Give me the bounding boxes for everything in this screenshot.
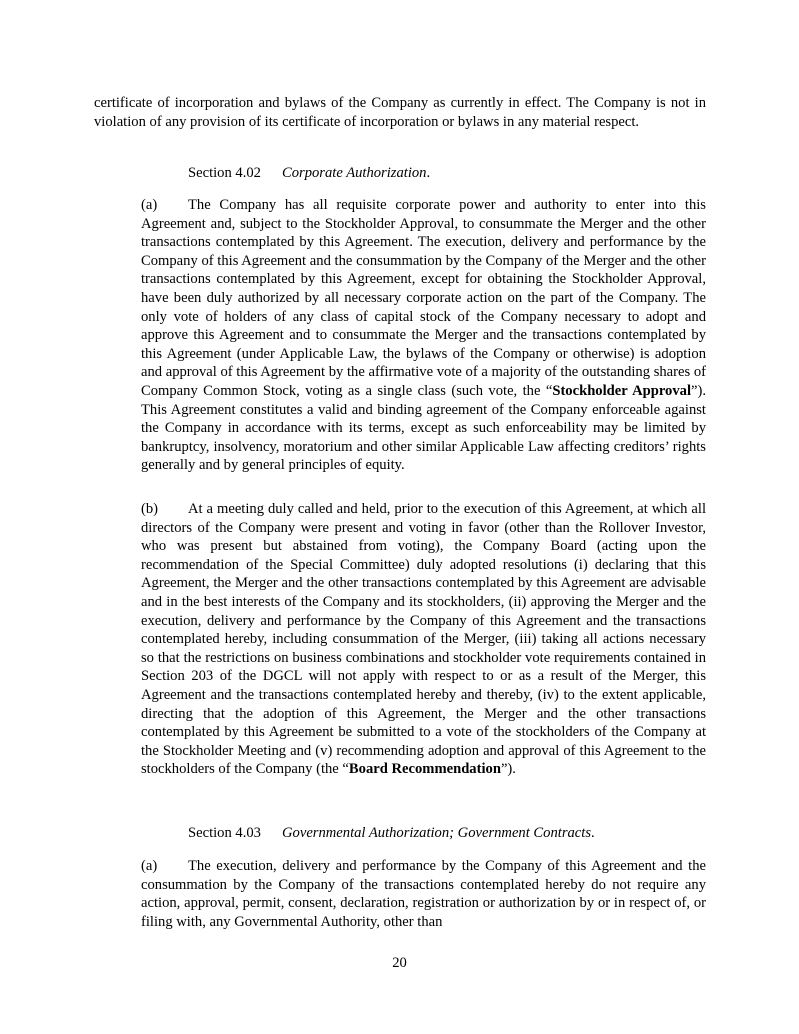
section-4-02-paragraph-b (141, 500, 706, 779)
section-heading-4-02: Section 4.02 Corporate Authorization. (188, 165, 431, 181)
paragraph-text: ”). (500, 761, 516, 778)
paragraph-label: (a) (141, 858, 158, 874)
intro-paragraph (94, 94, 706, 131)
defined-term: Stockholder Approval (552, 382, 692, 399)
paragraph-label: (b) (141, 501, 159, 517)
section-heading-4-03: Section 4.03 Governmental Authorization; Government Contracts. (188, 825, 595, 841)
section-number: Section 4.03 (188, 825, 261, 841)
paragraph-text: The Company has all requisite corporate power and authority to enter into this Agreement and, subject to the Stockholder Approval, to consummate the Merger and the other transactions contemplated by this Agreement. The execution, delivery and performance by the Company of this Agreement and the consummation by the Company of the Merger and the other transactions contemplated by this Agreement, except for obtaining the Stockholder Approval, have been duly authorized by all necessary corporate action on the part of the Company. The only vote of holders of any class of capital stock of the Company necessary to adopt and approve this Agreement and to consummate the Merger and the transactions contemplated by this Agreement (under Applicable Law, the bylaws of the Company or otherwise) is adoption and approval of this Agreement by the affirmative vote of a majority of the outstanding shares of Company Common Stock, voting as a single class (such vote, the “ (141, 197, 706, 399)
paragraph-text: At a meeting duly called and held, prior to the execution of this Agreement, at which all directors of the Company were present and voting in favor (other than the Rollover Investor, who was present but abstained from voting), the Company Board (acting upon the recommendation of the Special Committee) duly adopted resolutions (i) declaring that this Agreement, the Merger and the other transactions contemplated by this Agreement are advisable and in the best interests of the Company and its stockholders, (ii) approving the Merger and the execution, delivery and performance by the Company of this Agreement and the transactions contemplated hereby, including consummation of the Merger, (iii) taking all actions necessary so that the restrictions on business combinations and stockholder vote requirements contained in Section 203 of the DGCL will not apply with respect to or as a result of the Merger, this Agreement and the transactions contemplated hereby and thereby, (iv) to the extent applicable, directing that the adoption of this Agreement, the Merger and the other transactions contemplated by this Agreement be submitted to a vote of the stockholders of the Company at the Stockholder Meeting and (v) recommending adoption and approval of this Agreement to the stockholders of the Company (the “ (141, 501, 706, 778)
paragraph-text: ”). This Agreement constitutes a valid and binding agreement of the Company enforceable against the Company in accordance with its terms, except as such enforceability may be limited by bankruptcy, insolvency, moratorium and other similar Applicable Law affecting creditors’ rights generally and by general principles of equity. (141, 382, 707, 474)
section-title: Corporate Authorization (282, 165, 427, 181)
defined-term: Board Recommendation (348, 761, 501, 778)
page-number: 20 (392, 955, 407, 971)
intro-text: certificate of incorporation and bylaws of the Company as currently in effect. The Company is not in violation of any provision of its certificate of incorporation or bylaws in any material respect. (94, 95, 706, 130)
paragraph-text: The execution, delivery and performance by the Company of this Agreement and the consummation by the Company of the transactions contemplated hereby do not require any action, approval, permit, consent, declaration, registration or authorization by or in respect of, or filing with, any Governmental Authority, other than (141, 858, 706, 930)
section-number: Section 4.02 (188, 165, 261, 181)
section-4-02-paragraph-a (141, 196, 706, 475)
section-title: Governmental Authorization; Government Contracts (282, 825, 592, 841)
paragraph-label: (a) (141, 197, 158, 213)
section-4-03-paragraph-a (141, 857, 706, 931)
